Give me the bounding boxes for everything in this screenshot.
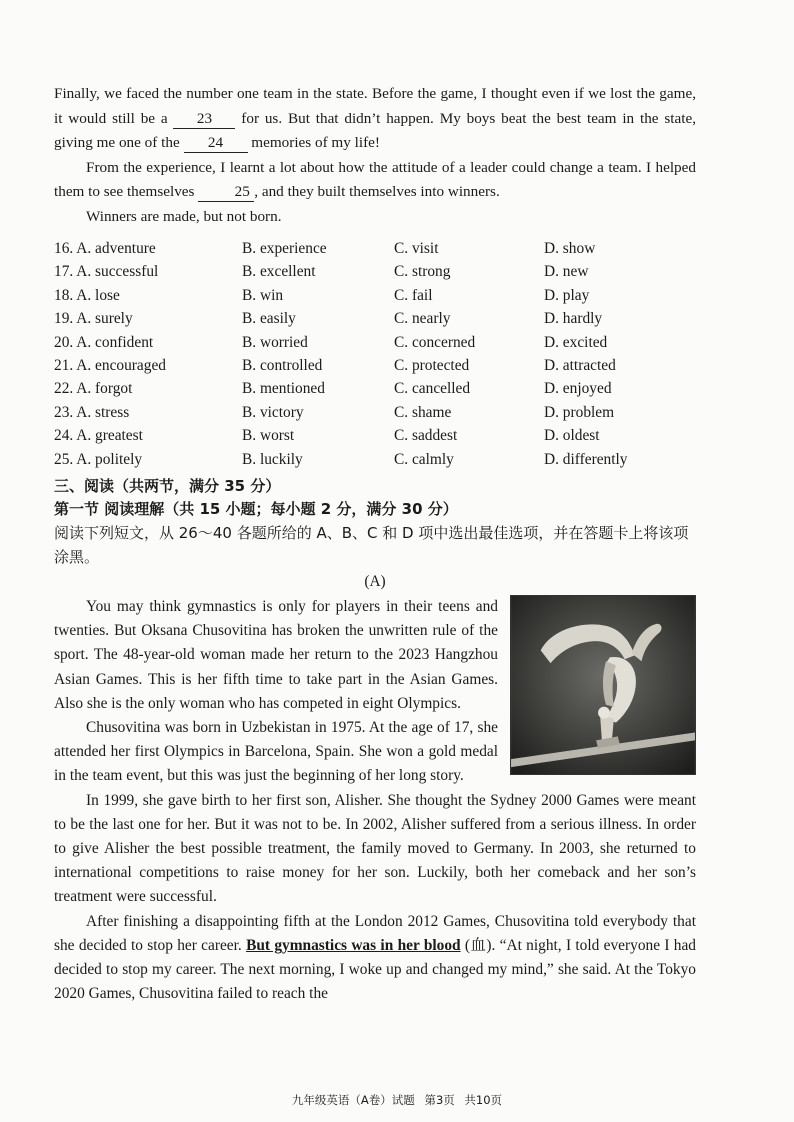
option-row-22: 22. A. forgot B. mentioned C. cancelled D. enjoyed: [54, 380, 612, 398]
section-instructions: 阅读下列短文，从 26～40 各题所给的 A、B、C 和 D 项中选出最佳选项，并在答题卡上将该项涂黑。: [54, 523, 689, 566]
exam-page: [54, 82, 696, 1006]
reading-section-header: [54, 475, 696, 569]
reading-passage-a: [54, 595, 696, 1006]
blank-25: 25: [198, 183, 254, 202]
section-subheading: 第一节 阅读理解（共 15 小题；每小题 2 分，满分 30 分）: [54, 499, 458, 518]
cloze-passage-end: [54, 82, 696, 229]
passage-paragraph-1: You may think gymnastics is only for players in their teens and twenties. But Oksana Chusovitina has broken the unwritten rule of the sport. The 48-year-old woman made her return to the 2023 Hangzhou Asian Games. This is her fifth time to take part in the Asian Games. Also she is the only woman who has competed in eight Olympics.: [54, 597, 498, 712]
page-footer: 九年级英语（A卷）试题 第3页 共10页: [291, 1093, 503, 1107]
gymnast-illustration: [511, 596, 695, 774]
option-row-23: 23. A. stress B. victory C. shame D. problem: [54, 403, 615, 421]
option-row-25: 25. A. politely B. luckily C. calmly D. differently: [54, 450, 628, 468]
answer-options: [54, 237, 696, 471]
passage-label: (A): [364, 572, 386, 590]
cloze-paragraph-3: Winners are made, but not born.: [86, 207, 282, 225]
option-row-21: 21. A. encouraged B. controlled C. protected D. attracted: [54, 356, 616, 374]
gymnast-photo: [510, 595, 696, 775]
passage-paragraph-4: After finishing a disappointing fifth at the London 2012 Games, Chusovitina told everybody that she decided to stop her career. But gymnastics was in her blood (血). “At night, I told everyone I had decided to stop my career. The next morning, I woke up and changed my mind,” she said. At the Tokyo 2020 Games, Chusovitina failed to reach the: [54, 912, 696, 1003]
option-row-17: 17. A. successful B. excellent C. strong D. new: [54, 263, 589, 281]
underlined-sentence: But gymnastics was in her blood: [246, 936, 461, 954]
option-row-16: 16. A. adventure B. experience C. visit D. show: [54, 240, 596, 257]
cloze-paragraph-2: From the experience, I learnt a lot about how the attitude of a leader could change a team. I helped them to see themselves 25 , and they built themselves into winners.: [54, 158, 696, 200]
option-row-20: 20. A. confident B. worried C. concerned D. excited: [54, 333, 608, 351]
section-heading: 三、阅读（共两节，满分 35 分）: [54, 476, 281, 495]
option-row-19: 19. A. surely B. easily C. nearly D. hardly: [54, 310, 603, 328]
passage-paragraph-2: Chusovitina was born in Uzbekistan in 1975. At the age of 17, she attended her first Olympics in Barcelona, Spain. She won a gold medal in the team event, but this was just the beginning of her long story.: [54, 718, 498, 785]
option-row-18: 18. A. lose B. win C. fail D. play: [54, 286, 590, 304]
blank-23: 23: [173, 110, 235, 129]
cloze-paragraph-1: Finally, we faced the number one team in the state. Before the game, I thought even if we lost the game, it would still be a 23 for us. But that didn’t happen. My boys beat the best team in the state, giving me one of the 24 memories of my life!: [54, 85, 696, 151]
blank-24: 24: [184, 134, 248, 153]
passage-paragraph-3: In 1999, she gave birth to her first son, Alisher. She thought the Sydney 2000 Games were meant to be the last one for her. But it was not to be. In 2002, Alisher suffered from a serious illness. In order to give Alisher the best possible treatment, the family moved to Germany. In 2003, she returned to international competitions to raise money for her son. Luckily, both her comeback and her son’s treatment were successful.: [54, 791, 696, 906]
option-row-24: 24. A. greatest B. worst C. saddest D. oldest: [54, 427, 600, 445]
